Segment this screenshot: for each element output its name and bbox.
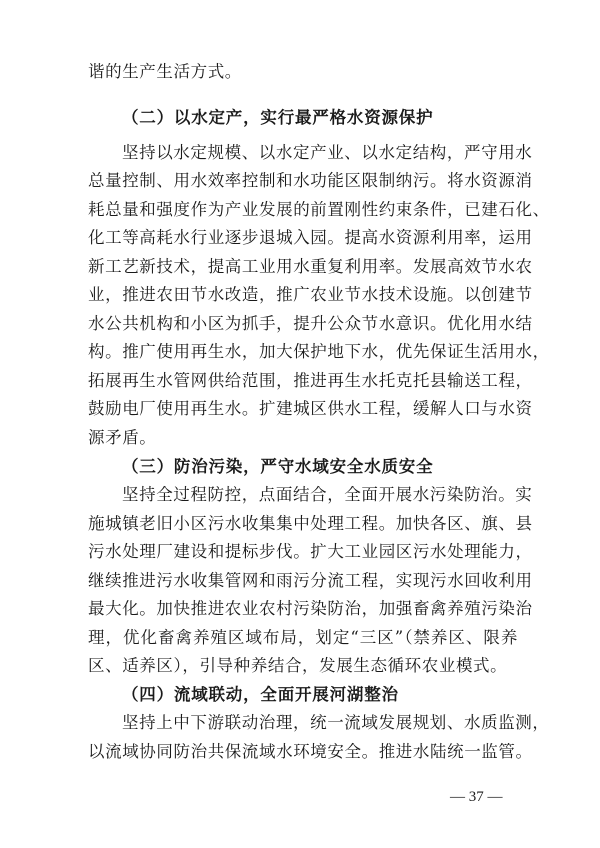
section-heading-2: （二）以水定产，实行最严格水资源保护	[122, 108, 434, 127]
text-line: 业，推进农田节水改造，推广农业节水技术设施。以创建节	[88, 285, 533, 304]
text-line: 总量控制、用水效率控制和水功能区限制纳污。将水资源消	[88, 171, 533, 190]
text-line: 谐的生产生活方式。	[88, 62, 242, 81]
text-line: 构。推广使用再生水，加大保护地下水，优先保证生活用水，	[88, 342, 550, 361]
text-line: 拓展再生水管网供给范围，推进再生水托克托县输送工程，	[88, 371, 533, 390]
text-line: 施城镇老旧小区污水收集集中处理工程。加快各区、旗、县	[88, 514, 533, 533]
text-line: 源矛盾。	[88, 428, 157, 447]
text-line: 继续推进污水收集管网和雨污分流工程，实现污水回收利用	[88, 571, 533, 590]
text-line: 耗总量和强度作为产业发展的前置刚性约束条件，已建石化、	[88, 200, 550, 219]
text-line: 区、适养区），引导种养结合，发展生态循环农业模式。	[88, 656, 508, 675]
text-line: 坚持上中下游联动治理，统一流域发展规划、水质监测，	[122, 713, 550, 732]
text-line: 化工等高耗水行业逐步退城入园。提高水资源利用率，运用	[88, 228, 533, 247]
text-line: 坚持以水定规模、以水定产业、以水定结构，严守用水	[122, 143, 533, 162]
text-line: 水公共机构和小区为抓手，提升公众节水意识。优化用水结	[88, 314, 533, 333]
section-heading-3: （三）防治污染，严守水域安全水质安全	[122, 457, 434, 476]
text-line: 理，优化畜禽养殖区域布局，划定“三区”（禁养区、限养	[88, 628, 518, 647]
text-line: 以流域协同防治共保流域水环境安全。推进水陆统一监管。	[88, 742, 533, 761]
text-line: 坚持全过程防控，点面结合，全面开展水污染防治。实	[122, 485, 533, 504]
section-heading-4: （四）流域联动，全面开展河湖整治	[122, 685, 399, 704]
text-line: 最大化。加快推进农业农村污染防治，加强畜禽养殖污染治	[88, 599, 533, 618]
page-number: — 37 —	[450, 789, 503, 805]
text-line: 鼓励电厂使用再生水。扩建城区供水工程，缓解人口与水资	[88, 399, 533, 418]
text-line: 污水处理厂建设和提标步伐。扩大工业园区污水处理能力，	[88, 542, 533, 561]
text-line: 新工艺新技术，提高工业用水重复利用率。发展高效节水农	[88, 257, 533, 276]
